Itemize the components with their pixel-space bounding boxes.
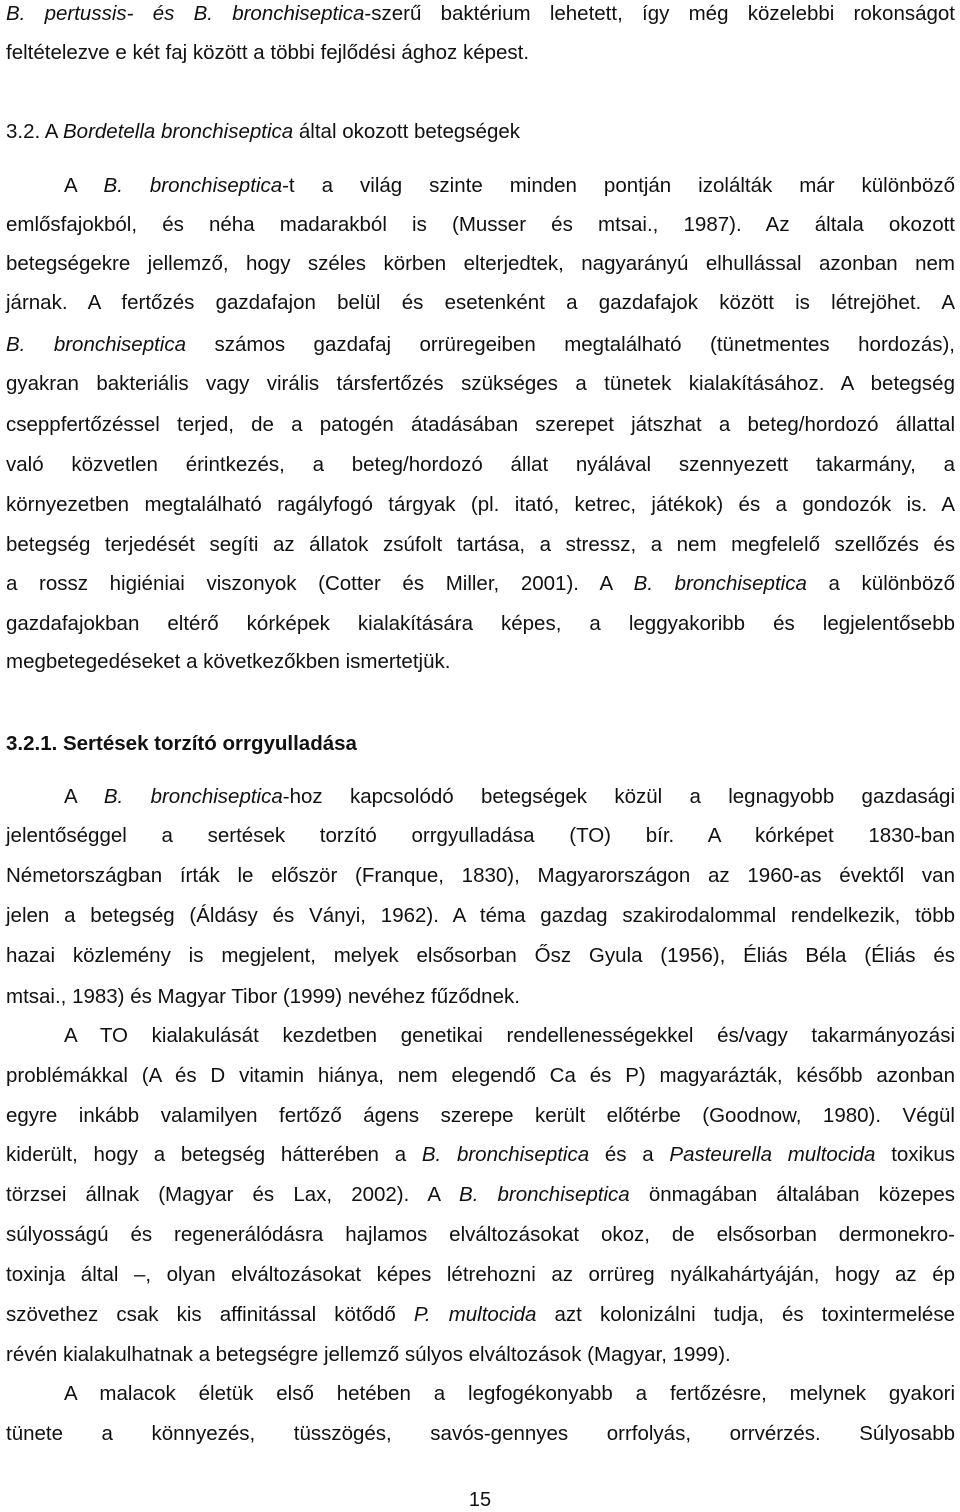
para1-line-9: környezetben megtalálható ragályfogó tárgyak (pl. itató, ketrec, játékok) és a gondozók is. A	[6, 493, 955, 516]
para1-line-5: B. bronchiseptica számos gazdafaj orrüregeiben megtalálható (tünetmentes hordozás),	[6, 333, 955, 356]
para3-line-9: révén kialakulhatnak a betegségre jellemző súlyos elváltozások (Magyar, 1999).	[6, 1343, 731, 1366]
para1-line-8: való közvetlen érintkezés, a beteg/hordozó állat nyálával szennyezett takarmány, a	[6, 453, 955, 476]
text-run: -szerű baktérium lehetett, így még közelebbi rokonságot	[364, 2, 955, 25]
para1-line-12: gazdafajokban eltérő kórképek kialakítására képes, a leggyakoribb és legjelentősebb	[6, 612, 955, 635]
para1-line-6: gyakran bakteriális vagy virális társfertőzés szükséges a tünetek kialakításához. A betegség	[6, 372, 955, 395]
subsection-heading: 3.2.1. Sertések torzító orrgyulladása	[6, 732, 357, 755]
para3-line-2: problémákkal (A és D vitamin hiánya, nem elegendő Ca és P) magyarázták, később azonban	[6, 1064, 955, 1087]
para4-line-1: A malacok életük első hetében a legfogékonyabb a fertőzésre, melynek gyakori	[64, 1382, 955, 1405]
para2-line-1: A B. bronchiseptica-hoz kapcsolódó betegségek közül a legnagyobb gazdasági	[64, 785, 956, 808]
para3-line-1: A TO kialakulását kezdetben genetikai rendellenességekkel és/vagy takarmányozási	[64, 1024, 955, 1047]
species-name: Pasteurella multocida	[669, 1143, 876, 1166]
para1-line-1: A B. bronchiseptica-t a világ szinte minden pontján izolálták már különböző	[64, 174, 955, 197]
para3-line-7: toxinja által –, olyan elváltozásokat képes létrehozni az orrüreg nyálkahártyáján, hogy az ép	[6, 1263, 955, 1286]
species-name: B. bronchiseptica	[103, 785, 283, 808]
species-name: B. bronchiseptica	[633, 572, 807, 595]
para1-line-11: a rossz higiéniai viszonyok (Cotter és Miller, 2001). A B. bronchiseptica a különböző	[6, 572, 955, 595]
intro-line-1	[6, 2, 955, 26]
species-name: B. bronchiseptica	[459, 1183, 630, 1206]
para3-line-3: egyre inkább valamilyen fertőző ágens szerepe került előtérbe (Goodnow, 1980). Végül	[6, 1104, 955, 1127]
para1-line-2: emlősfajokból, és néha madarakból is (Musser és mtsai., 1987). Az általa okozott	[6, 213, 955, 236]
para3-line-8: szövethez csak kis affinitással kötődő P. multocida azt kolonizálni tudja, és toxintermelése	[6, 1303, 955, 1326]
para1-line-13: megbetegedéseket a következőkben ismertetjük.	[6, 650, 451, 673]
para3-line-4: kiderült, hogy a betegség hátterében a B. bronchiseptica és a Pasteurella multocida toxikus	[6, 1143, 955, 1166]
para1-line-10: betegség terjedését segíti az állatok zsúfolt tartása, a stressz, a nem megfelelő szellőzés és	[6, 533, 955, 556]
intro-line-2: feltételezve e két faj között a többi fejlődési ághoz képest.	[6, 41, 530, 64]
para2-line-2: jelentőséggel a sertések torzító orrgyulladása (TO) bír. A kórképet 1830-ban	[6, 824, 955, 847]
species-name: B. bronchiseptica	[6, 333, 187, 356]
para2-line-6: mtsai., 1983) és Magyar Tibor (1999) nevéhez fűződnek.	[6, 985, 520, 1008]
genus-name: Bordetella bronchiseptica	[63, 120, 294, 143]
para3-line-6: súlyosságú és regenerálódásra hajlamos elváltozásokat okoz, de elsősorban dermonekro-	[6, 1223, 955, 1246]
species-name: B. pertussis- és B. bronchiseptica	[6, 2, 365, 25]
para1-line-7: cseppfertőzéssel terjed, de a patogén átadásában szerepet játszhat a beteg/hordozó állattal	[6, 413, 955, 436]
page-number: 15	[468, 1489, 492, 1511]
species-name: B. bronchiseptica	[103, 174, 283, 197]
para3-line-5: törzsei állnak (Magyar és Lax, 2002). A B. bronchiseptica önmagában általában közepes	[6, 1183, 955, 1206]
para1-line-3: betegségekre jellemző, hogy széles körben elterjedtek, nagyarányú elhullással azonban nem	[6, 252, 955, 275]
para2-line-4: jelen a betegség (Áldásy és Ványi, 1962). A téma gazdag szakirodalommal rendelkezik, több	[6, 904, 955, 927]
section-heading: 3.2. A Bordetella bronchiseptica által okozott betegségek	[6, 120, 520, 143]
para2-line-3: Németországban írták le először (Franque, 1830), Magyarországon az 1960-as évektől van	[6, 864, 955, 887]
species-name: B. bronchiseptica	[421, 1143, 590, 1166]
para4-line-2: tünete a könnyezés, tüsszögés, savós-gennyes orrfolyás, orrvérzés. Súlyosabb	[6, 1422, 955, 1445]
species-name: P. multocida	[413, 1303, 537, 1326]
para1-line-4: járnak. A fertőzés gazdafajon belül és esetenként a gazdafajok között is létrejöhet. A	[6, 291, 955, 314]
para2-line-5: hazai közlemény is megjelent, melyek elsősorban Ősz Gyula (1956), Éliás Béla (Éliás és	[6, 944, 955, 967]
